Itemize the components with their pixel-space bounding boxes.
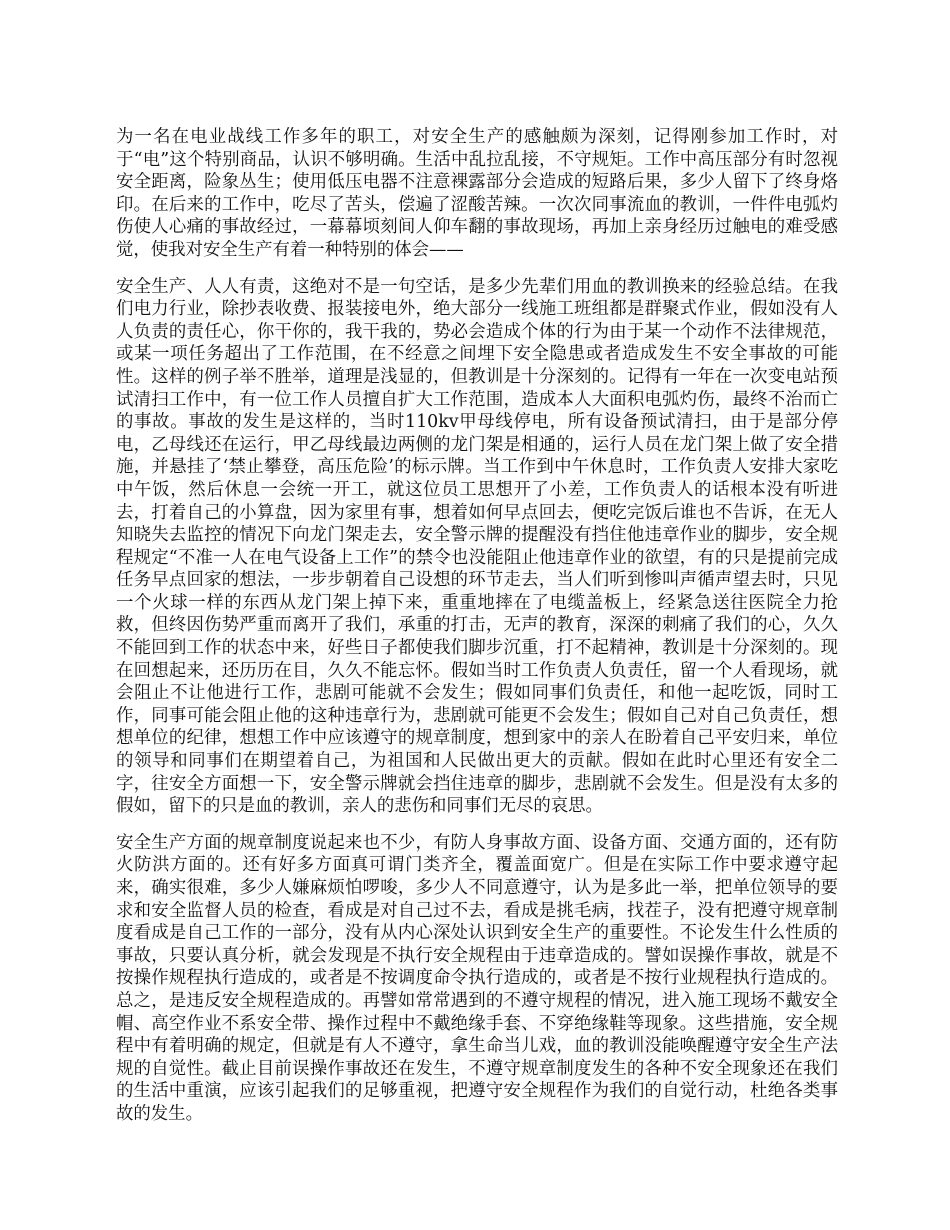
paragraph-1: 为一名在电业战线工作多年的职工，对安全生产的感触颇为深刻，记得刚参加工作时，对于“电”这个特别商品，认识不够明确。生活中乱拉乱接，不守规矩。工作中高压部分有时忽视安全距离，险象丛生；使用低压电器不注意裸露部分会造成的短路后果，多少人留下了终身烙印。在后来的工作中，吃尽了苦头，偿遍了涩酸苦辣。一次次同事流血的教训，一件件电弧灼伤使人心痛的事故经过，一幕幕顷刻间人仰车翻的事故现场，再加上亲身经历过触电的难受感觉，使我对安全生产有着一种特别的体会—— bbox=[116, 127, 838, 260]
paragraph-2: 安全生产、人人有责，这绝对不是一句空话，是多少先辈们用血的教训换来的经验总结。在我们电力行业，除抄表收费、报装接电外，绝大部分一线施工班组都是群聚式作业，假如没有人人负责的责任心，你干你的，我干我的，势必会造成个体的行为由于某一个动作不法律规范，或某一项任务超出了工作范围，在不经意之间埋下安全隐患或者造成发生不安全事故的可能性。这样的例子举不胜举，道理是浅显的，但教训是十分深刻的。记得有一年在一次变电站预试清扫工作中，有一位工作人员擅自扩大工作范围，造成本人大面积电弧灼伤，最终不治而亡的事故。事故的发生是这样的，当时110kv甲母线停电，所有设备预试清扫，由于是部分停电，乙母线还在运行，甲乙母线最边两侧的龙门架是相通的，运行人员在龙门架上做了安全措施，并悬挂了‘禁止攀登，高压危险’的标示牌。当工作到中午休息时，工作负责人安排大家吃中午饭，然后休息一会统一开工，就这位员工思想开了小差，工作负责人的话根本没有听进去，打着自己的小算盘，因为家里有事，想着如何早点回去，便吃完饭后谁也不告诉，在无人知晓失去监控的情况下向龙门架走去，安全警示牌的提醒没有挡住他违章作业的脚步，安全规程规定“不准一人在电气设备上工作”的禁令也没能阻止他违章作业的欲望，有的只是提前完成任务早点回家的想法，一步步朝着自己设想的环节走去，当人们听到惨叫声循声望去时，只见一个火球一样的东西从龙门架上掉下来，重重地摔在了电缆盖板上，经紧急送往医院全力抢救，但终因伤势严重而离开了我们，承重的打击，无声的教育，深深的刺痛了我们的心，久久不能回到工作的状态中来，好些日子都使我们脚步沉重，打不起精神，教训是十分深刻的。现在回想起来，还历历在目，久久不能忘怀。假如当时工作负责人负责任，留一个人看现场，就会阻止不让他进行工作，悲剧可能就不会发生；假如同事们负责任，和他一起吃饭，同时工作，同事可能会阻止他的这种违章行为，悲剧就可能更不会发生；假如自己对自己负责任，想想单位的纪律，想想工作中应该遵守的规章制度，想到家中的亲人在盼着自己平安归来，单位的领导和同事们在期望着自己，为祖国和人民做出更大的贡献。假如在此时心里还有安全二字，往安全方面想一下，安全警示牌就会挡住违章的脚步，悲剧就不会发生。但是没有太多的假如，留下的只是血的教训，亲人的悲伤和同事们无尽的哀思。 bbox=[116, 276, 838, 817]
paragraph-3: 安全生产方面的规章制度说起来也不少，有防人身事故方面、设备方面、交通方面的，还有防火防洪方面的。还有好多方面真可谓门类齐全，覆盖面宽广。但是在实际工作中要求遵守起来，确实很难，多少人嫌麻烦怕啰唆，多少人不同意遵守，认为是多此一举，把单位领导的要求和安全监督人员的检查，看成是对自己过不去，看成是挑毛病，找茬子，没有把遵守规章制度看成是自己工作的一部分，没有从内心深处认识到安全生产的重要性。不论发生什么性质的事故，只要认真分析，就会发现是不执行安全规程由于违章造成的。譬如误操作事故，就是不按操作规程执行造成的，或者是不按调度命令执行造成的，或者是不按行业规程执行造成的。总之，是违反安全规程造成的。再譬如常常遇到的不遵守规程的情况，进入施工现场不戴安全帽、高空作业不系安全带、操作过程中不戴绝缘手套、不穿绝缘鞋等现象。这些措施，安全规程中有着明确的规定，但就是有人不遵守，拿生命当儿戏，血的教训没能唤醒遵守安全生产法规的自觉性。截止目前误操作事故还在发生，不遵守规章制度发生的各种不安全现象还在我们的生活中重演，应该引起我们的足够重视，把遵守安全规程作为我们的自觉行动，杜绝各类事故的发生。 bbox=[116, 832, 838, 1124]
document-body bbox=[116, 126, 838, 1140]
